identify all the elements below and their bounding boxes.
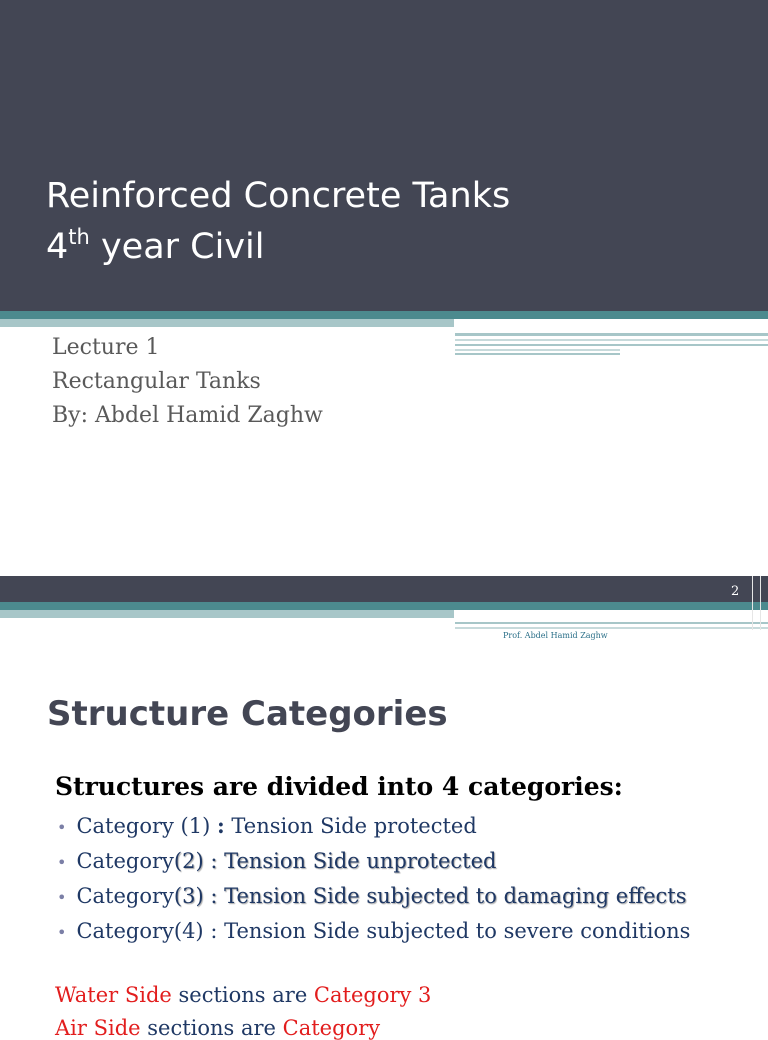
list-item: • Category(4) : Tension Side subjected to severe conditions	[57, 919, 691, 943]
content-slide	[0, 576, 768, 1040]
accent-stripe-light	[0, 319, 454, 327]
footer-author: Prof. Abdel Hamid Zaghw	[503, 631, 608, 640]
list-item: • Category (1) : Tension Side protected	[57, 813, 477, 838]
accent-stripe-teal	[0, 311, 768, 319]
subtitle-topic: Rectangular Tanks	[52, 369, 261, 394]
category-list	[57, 812, 690, 952]
header-band	[0, 576, 768, 602]
list-item: • Category(3) : Tension Side subjected to damaging effects	[57, 884, 687, 908]
list-item: • Category(2) : Tension Side unprotected	[57, 849, 497, 873]
bullet-icon: •	[57, 818, 67, 837]
accent-line-3	[455, 344, 768, 346]
title-line-1: Reinforced Concrete Tanks	[46, 176, 511, 216]
water-side-note: Water Side sections are Category 3	[55, 983, 432, 1007]
divider-line	[760, 576, 761, 630]
header-line-1	[455, 622, 768, 624]
accent-line-1	[455, 333, 768, 336]
accent-gap	[454, 319, 768, 327]
accent-line-5	[455, 353, 620, 355]
subtitle-block	[52, 331, 323, 433]
bullet-icon: •	[57, 853, 67, 872]
header-stripe-light	[0, 610, 454, 618]
bullet-icon: •	[57, 923, 67, 942]
header-line-2	[455, 627, 768, 629]
accent-line-2	[455, 339, 768, 341]
air-side-note: Air Side sections are Category	[55, 1016, 381, 1040]
page-number: 2	[731, 584, 740, 599]
divider-line	[752, 576, 753, 630]
ordinal-suffix: th	[68, 225, 90, 249]
slide-title	[46, 171, 510, 273]
subtitle-lecture: Lecture 1	[52, 335, 160, 360]
bullet-icon: •	[57, 888, 67, 907]
accent-line-4	[455, 349, 620, 351]
slide-title: Structure Categories	[47, 694, 448, 734]
lead-text: Structures are divided into 4 categories:	[55, 772, 623, 801]
subtitle-author: By: Abdel Hamid Zaghw	[52, 403, 323, 428]
title-line-2: 4th year Civil	[46, 225, 265, 267]
header-stripe-teal	[0, 602, 768, 610]
